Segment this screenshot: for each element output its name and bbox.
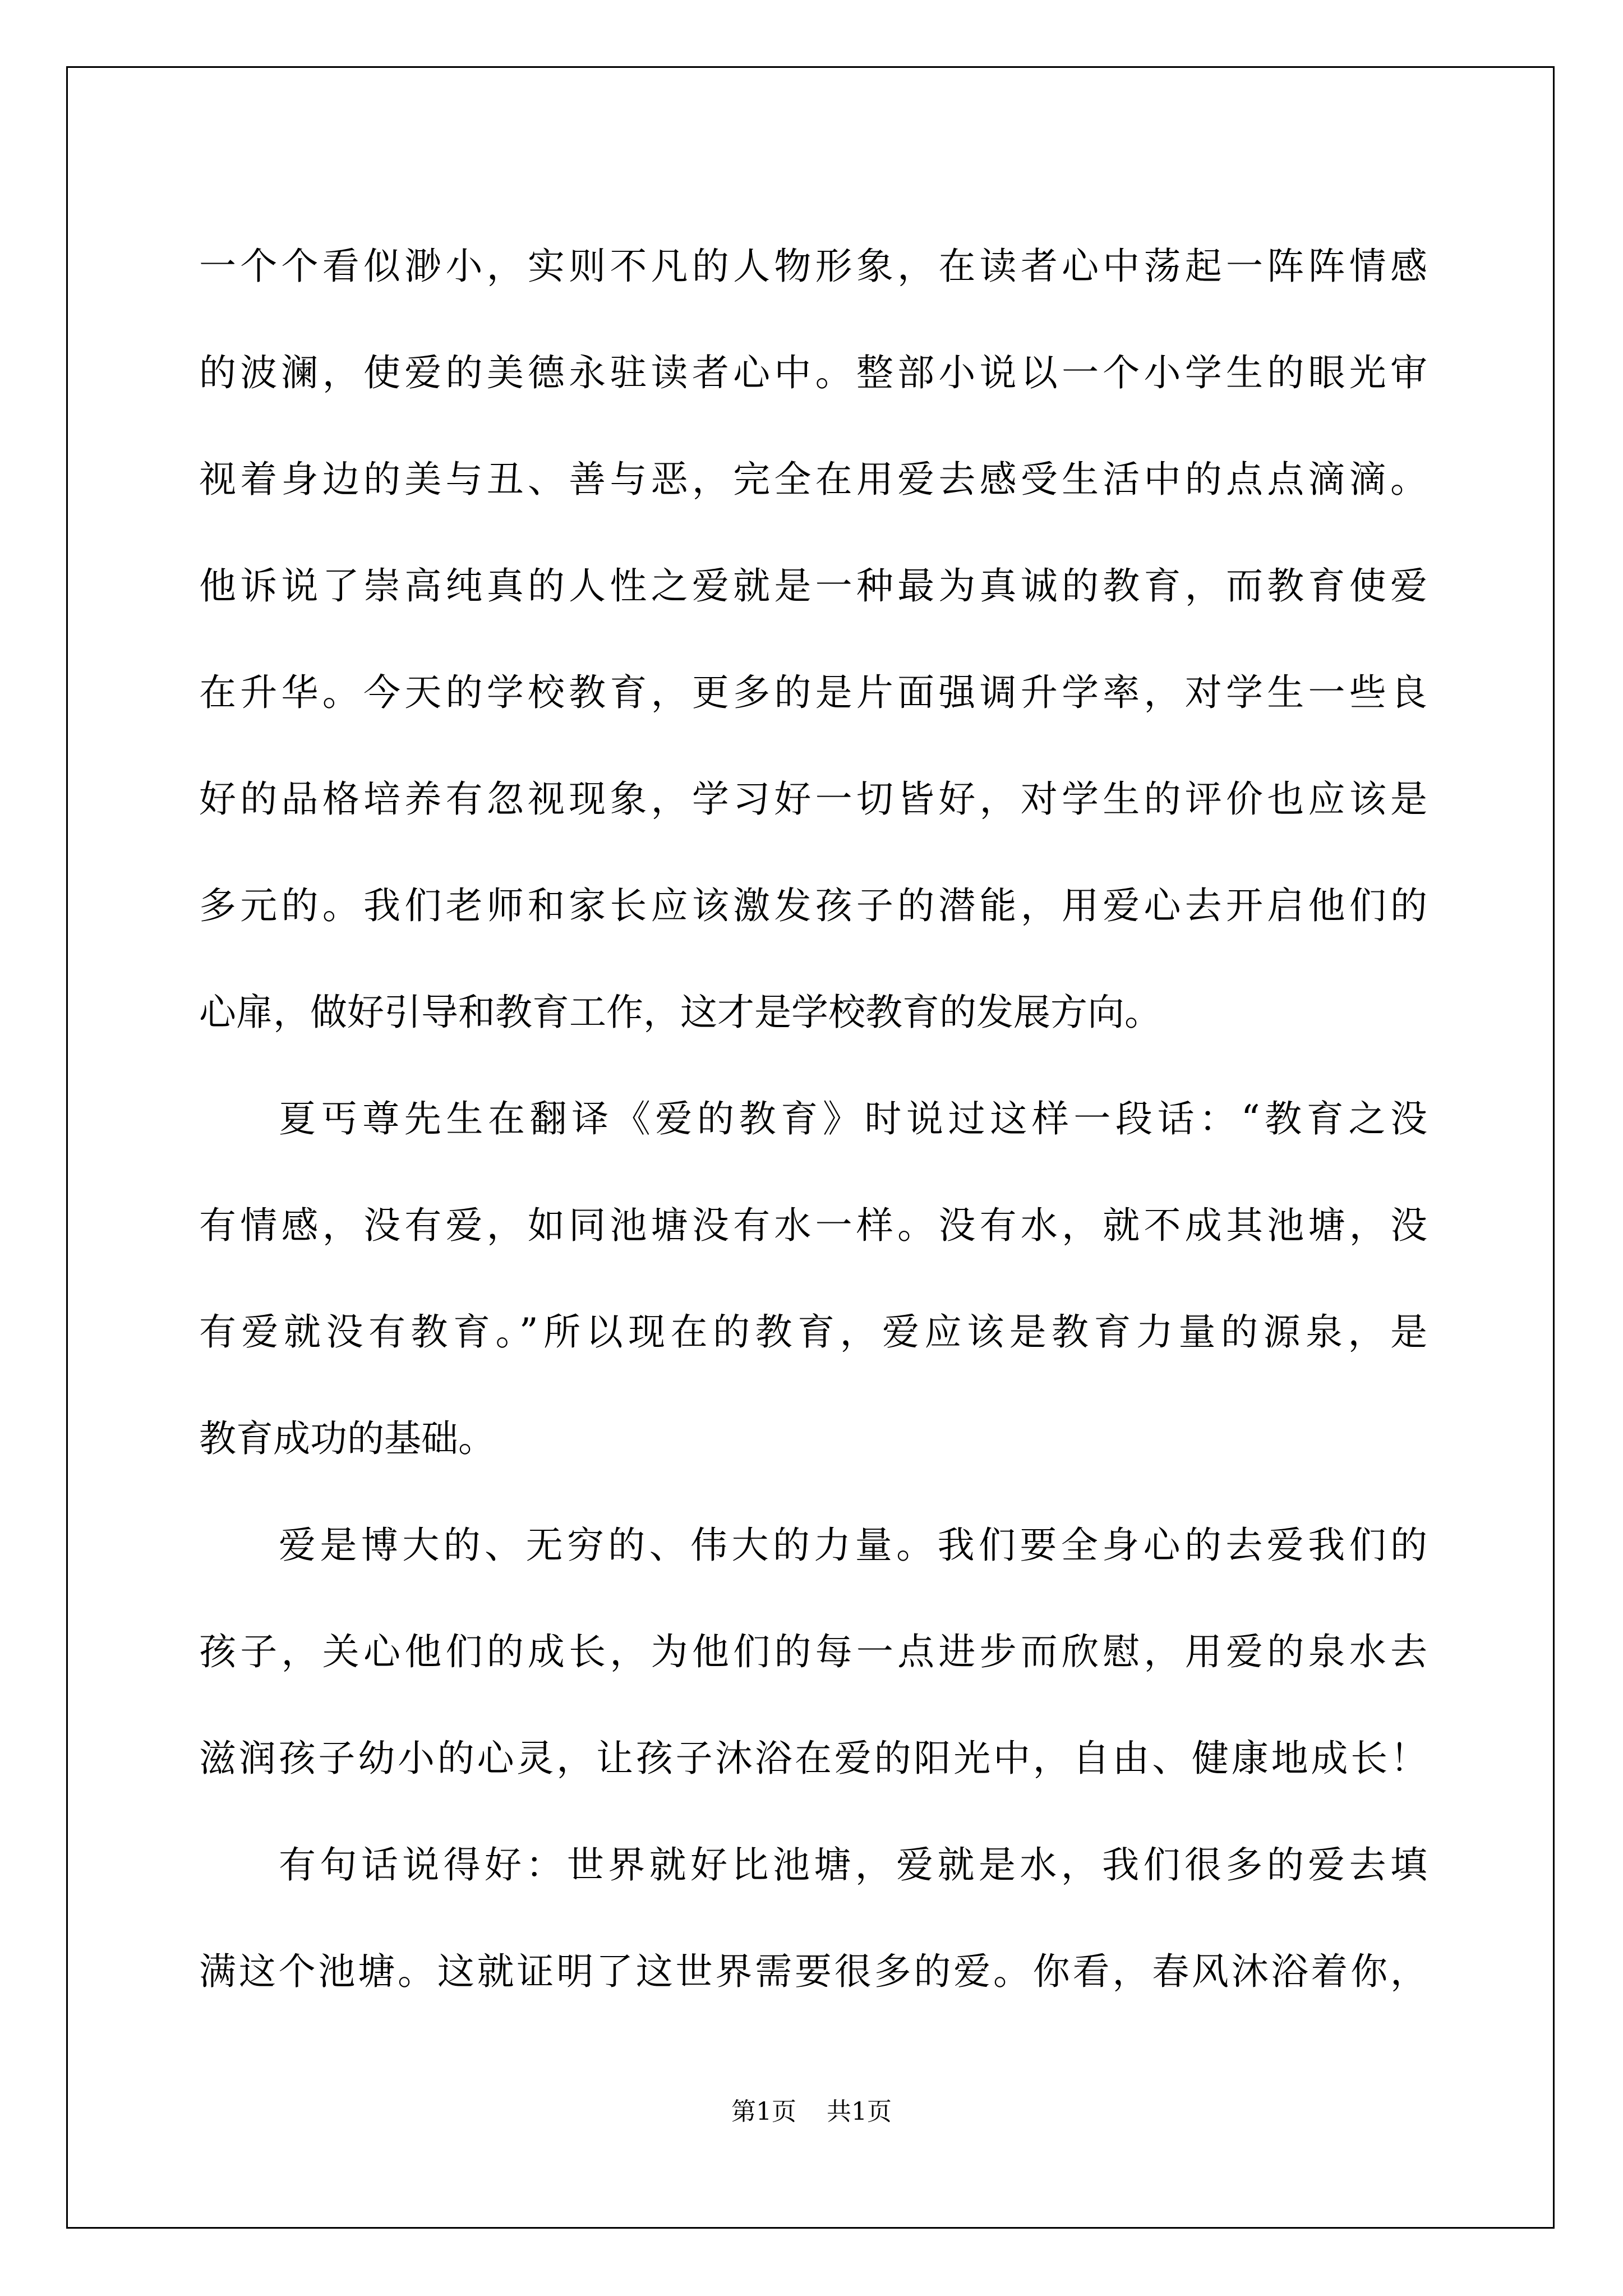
text-line: 视着身边的美与丑、善与恶，完全在用爱去感受生活中的点点滴滴。	[199, 458, 1427, 501]
text-line: 有情感，没有爱，如同池塘没有水一样。没有水，就不成其池塘，没	[199, 1204, 1427, 1247]
text-line: 好的品格培养有忽视现象，学习好一切皆好，对学生的评价也应该是	[199, 777, 1427, 821]
paragraph-2	[199, 1066, 1427, 1492]
text-line: 满这个池塘。这就证明了这世界需要很多的爱。你看，春风沐浴着你，	[199, 1950, 1427, 1993]
document-body	[199, 213, 1427, 2025]
text-line: 夏丐尊先生在翻译《爱的教育》时说过这样一段话：“教育之没	[279, 1097, 1427, 1140]
text-line: 爱是博大的、无穷的、伟大的力量。我们要全身心的去爱我们的	[279, 1524, 1427, 1567]
text-line: 孩子，关心他们的成长，为他们的每一点进步而欣慰，用爱的泉水去	[199, 1630, 1427, 1673]
page-number: 第1页	[731, 2097, 796, 2126]
text-line: 有爱就没有教育。”所以现在的教育，爱应该是教育力量的源泉，是	[199, 1310, 1427, 1354]
paragraph-3	[199, 1492, 1427, 1812]
text-line: 心扉，做好引导和教育工作，这才是学校教育的发展方向。	[199, 991, 1161, 1034]
text-line: 多元的。我们老师和家长应该激发孩子的潜能，用爱心去开启他们的	[199, 884, 1427, 927]
text-line: 他诉说了崇高纯真的人性之爱就是一种最为真诚的教育，而教育使爱	[199, 564, 1427, 608]
text-line: 有句话说得好：世界就好比池塘，爱就是水，我们很多的爱去填	[279, 1843, 1427, 1887]
text-line: 的波澜，使爱的美德永驻读者心中。整部小说以一个小学生的眼光审	[199, 351, 1427, 394]
text-line: 滋润孩子幼小的心灵，让孩子沐浴在爱的阳光中，自由、健康地成长！	[199, 1737, 1427, 1780]
text-line: 在升华。今天的学校教育，更多的是片面强调升学率，对学生一些良	[199, 671, 1427, 714]
page-footer	[0, 2095, 1623, 2129]
text-line: 一个个看似渺小，实则不凡的人物形象，在读者心中荡起一阵阵情感	[199, 245, 1427, 288]
page-total: 共1页	[827, 2097, 892, 2126]
paragraph-4	[199, 1812, 1427, 2025]
paragraph-1	[199, 213, 1427, 1066]
text-line: 教育成功的基础。	[199, 1417, 495, 1460]
